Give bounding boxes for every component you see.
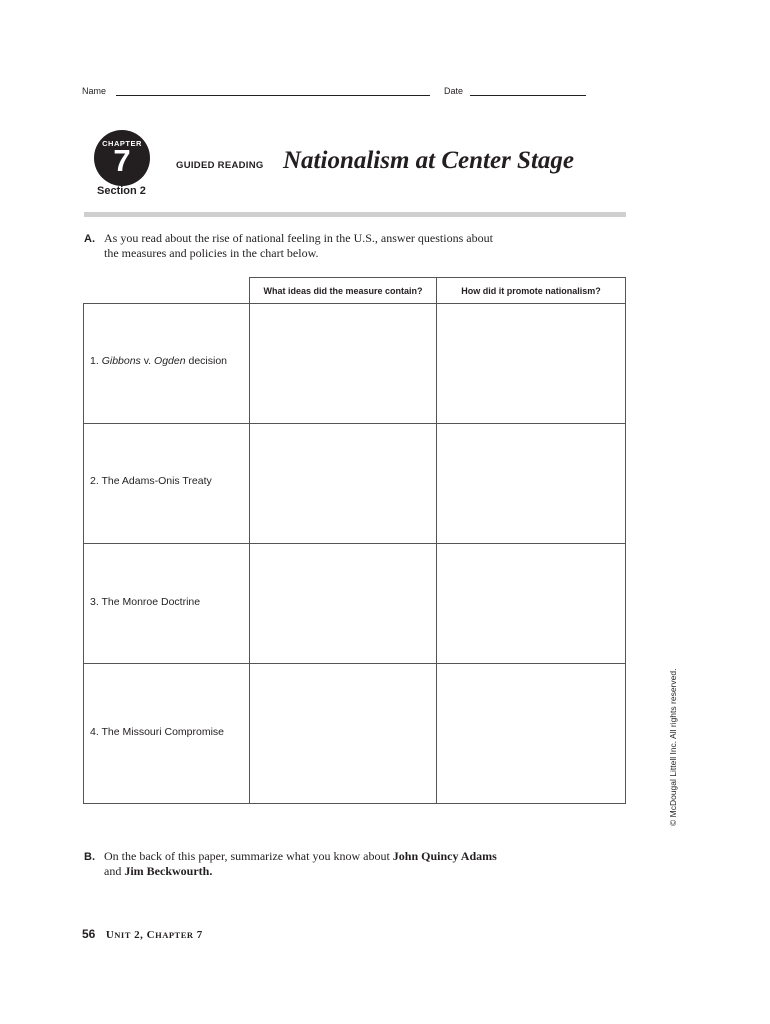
chapter-footer-number: 7 xyxy=(193,929,203,941)
row-label-adams-onis: 2. The Adams-Onis Treaty xyxy=(90,475,212,487)
column-header-ideas-text: What ideas did the measure contain? xyxy=(263,286,423,296)
row-label-mid: v. xyxy=(140,355,155,367)
row-label-gibbons xyxy=(90,355,227,367)
copyright-notice: © McDougal Littell Inc. All rights reserved. xyxy=(668,668,678,826)
row-label-italic: Gibbons xyxy=(101,355,141,367)
chapter-badge xyxy=(94,130,150,186)
part-b-and: and xyxy=(104,864,125,878)
answer-cell-ideas-4[interactable] xyxy=(249,663,437,804)
part-a-letter: A. xyxy=(84,233,95,245)
part-b-line-1 xyxy=(104,849,544,864)
part-b-name-beckwourth: Jim Beckwourth. xyxy=(124,864,213,878)
answer-cell-nationalism-3[interactable] xyxy=(436,543,626,664)
column-header-nationalism-text: How did it promote nationalism? xyxy=(461,286,601,296)
measures-chart xyxy=(83,277,626,804)
table-row xyxy=(83,423,250,544)
part-b-text: On the back of this paper, summarize what you know about xyxy=(104,849,393,863)
page-footer xyxy=(82,925,203,943)
column-header-ideas xyxy=(249,277,437,304)
table-row xyxy=(83,663,250,804)
part-b-name-adams: John Quincy Adams xyxy=(392,849,497,863)
unit-chapter-label xyxy=(106,929,203,941)
answer-cell-nationalism-2[interactable] xyxy=(436,423,626,544)
part-b-instructions xyxy=(104,849,544,879)
row-label-monroe: 3. The Monroe Doctrine xyxy=(90,596,201,608)
name-label: Name xyxy=(82,86,107,96)
row-label-prefix: 1. xyxy=(90,355,102,367)
unit-initial: U xyxy=(105,929,115,941)
title-divider xyxy=(84,212,626,217)
chapter-initial: C xyxy=(146,929,156,941)
table-row xyxy=(83,303,250,424)
chapter-badge-label: CHAPTER xyxy=(102,139,142,148)
answer-cell-ideas-1[interactable] xyxy=(249,303,437,424)
row-label-missouri: 4. The Missouri Compromise xyxy=(90,726,225,738)
date-line[interactable] xyxy=(470,95,586,96)
part-a-line-2: the measures and policies in the chart below. xyxy=(104,246,319,260)
answer-cell-ideas-2[interactable] xyxy=(249,423,437,544)
page-number: 56 xyxy=(82,927,96,941)
row-label-italic: Ogden xyxy=(154,355,186,367)
row-label-suffix: decision xyxy=(185,355,228,367)
chapter-rest: HAPTER xyxy=(155,930,194,940)
unit-rest: NIT xyxy=(114,930,131,940)
column-header-nationalism xyxy=(436,277,626,304)
section-label: Section 2 xyxy=(97,185,146,197)
unit-number: 2, xyxy=(130,929,147,941)
guided-reading-label: GUIDED READING xyxy=(176,160,264,171)
answer-cell-nationalism-4[interactable] xyxy=(436,663,626,804)
answer-cell-nationalism-1[interactable] xyxy=(436,303,626,424)
part-b-letter: B. xyxy=(84,851,95,863)
page-title: Nationalism at Center Stage xyxy=(283,147,575,174)
date-label: Date xyxy=(444,86,464,96)
part-a-instructions xyxy=(104,231,544,261)
chapter-number: 7 xyxy=(113,143,131,178)
answer-cell-ideas-3[interactable] xyxy=(249,543,437,664)
part-b-line-2 xyxy=(104,864,544,879)
table-row xyxy=(83,543,250,664)
part-a-line-1: As you read about the rise of national feeling in the U.S., answer questions about xyxy=(104,231,493,245)
name-line[interactable] xyxy=(116,95,430,96)
